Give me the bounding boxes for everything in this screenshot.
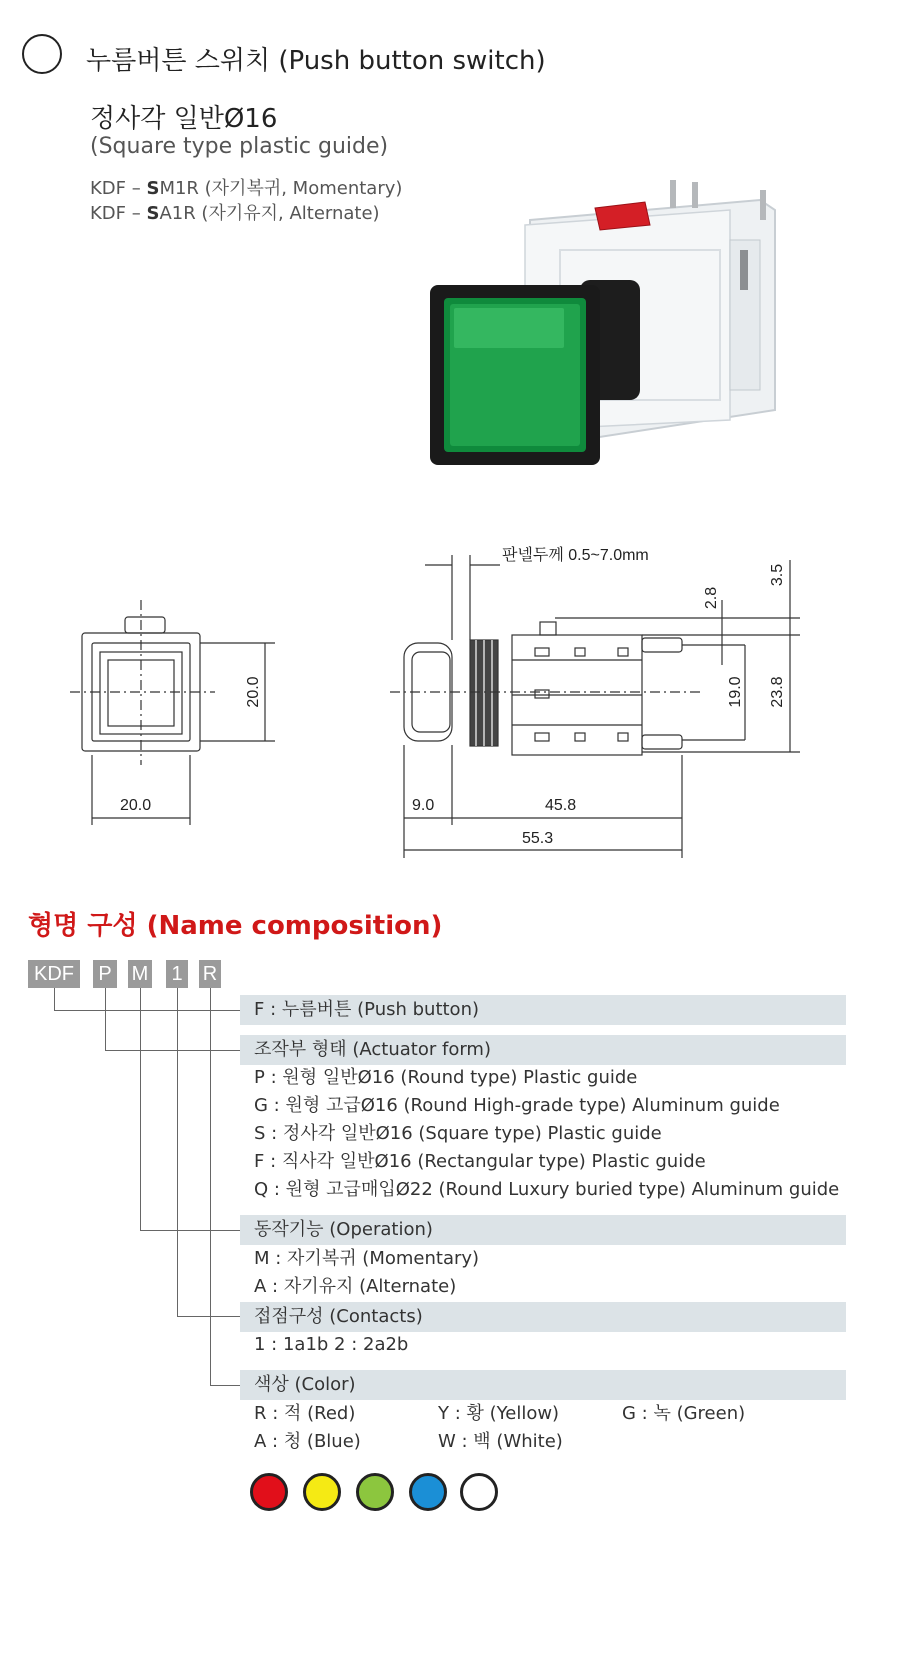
swatch-yellow <box>303 1473 341 1511</box>
swatch-blue <box>409 1473 447 1511</box>
dim-front-height: 20.0 <box>245 676 262 708</box>
actuator-option: G : 원형 고급Ø16 (Round High-grade type) Aluminum guide <box>254 1095 780 1116</box>
model-line-momentary: KDF – SM1R (자기복귀, Momentary) <box>90 178 403 199</box>
contacts-band: 접점구성 (Contacts) <box>240 1302 846 1332</box>
dim-front-width: 20.0 <box>120 797 152 814</box>
code-kdf: KDF <box>28 960 80 988</box>
product-subtitle-en: (Square type plastic guide) <box>90 134 389 159</box>
dim-2-8: 2.8 <box>703 586 720 610</box>
connector-r <box>210 988 241 1386</box>
color-band: 색상 (Color) <box>240 1370 846 1400</box>
dimension-drawing <box>0 540 900 870</box>
color-option-green: G : 녹 (Green) <box>622 1403 746 1424</box>
actuator-band: 조작부 형태 (Actuator form) <box>240 1035 846 1065</box>
dim-23-8: 23.8 <box>769 676 786 708</box>
code-1: 1 <box>166 960 188 988</box>
swatch-green <box>356 1473 394 1511</box>
actuator-option: S : 정사각 일반Ø16 (Square type) Plastic guide <box>254 1123 662 1144</box>
dim-45-8: 45.8 <box>545 797 577 814</box>
actuator-option: F : 직사각 일반Ø16 (Rectangular type) Plastic guide <box>254 1151 706 1172</box>
dim-3-5: 3.5 <box>769 563 786 587</box>
push-button-band: F : 누름버튼 (Push button) <box>240 995 846 1025</box>
model-line-alternate: KDF – SA1R (자기유지, Alternate) <box>90 203 380 224</box>
page-title: 누름버튼 스위치 (Push button switch) <box>86 46 546 76</box>
dim-9-0: 9.0 <box>412 797 435 814</box>
section-circle-icon <box>22 34 62 74</box>
contacts-option: 1 : 1a1b 2 : 2a2b <box>254 1334 409 1355</box>
swatch-white <box>460 1473 498 1511</box>
actuator-option: P : 원형 일반Ø16 (Round type) Plastic guide <box>254 1067 638 1088</box>
operation-option: M : 자기복귀 (Momentary) <box>254 1248 480 1269</box>
product-photo <box>430 180 790 480</box>
panel-thickness-label: 판넬두께 0.5~7.0mm <box>502 547 649 564</box>
code-r: R <box>199 960 221 988</box>
dim-55-3: 55.3 <box>522 830 554 847</box>
code-m: M <box>128 960 152 988</box>
swatch-red <box>250 1473 288 1511</box>
color-option-white: W : 백 (White) <box>438 1431 563 1452</box>
operation-band: 동작기능 (Operation) <box>240 1215 846 1245</box>
color-option-yellow: Y : 황 (Yellow) <box>438 1403 560 1424</box>
actuator-option: Q : 원형 고급매입Ø22 (Round Luxury buried type) Aluminum guide <box>254 1179 840 1200</box>
operation-option: A : 자기유지 (Alternate) <box>254 1276 457 1297</box>
composition-title: 형명 구성 (Name composition) <box>28 911 443 941</box>
color-option-blue: A : 청 (Blue) <box>254 1431 361 1452</box>
color-option-red: R : 적 (Red) <box>254 1403 356 1424</box>
product-subtitle: 정사각 일반Ø16 <box>90 104 278 134</box>
code-p: P <box>93 960 117 988</box>
dim-19-0: 19.0 <box>727 676 744 708</box>
